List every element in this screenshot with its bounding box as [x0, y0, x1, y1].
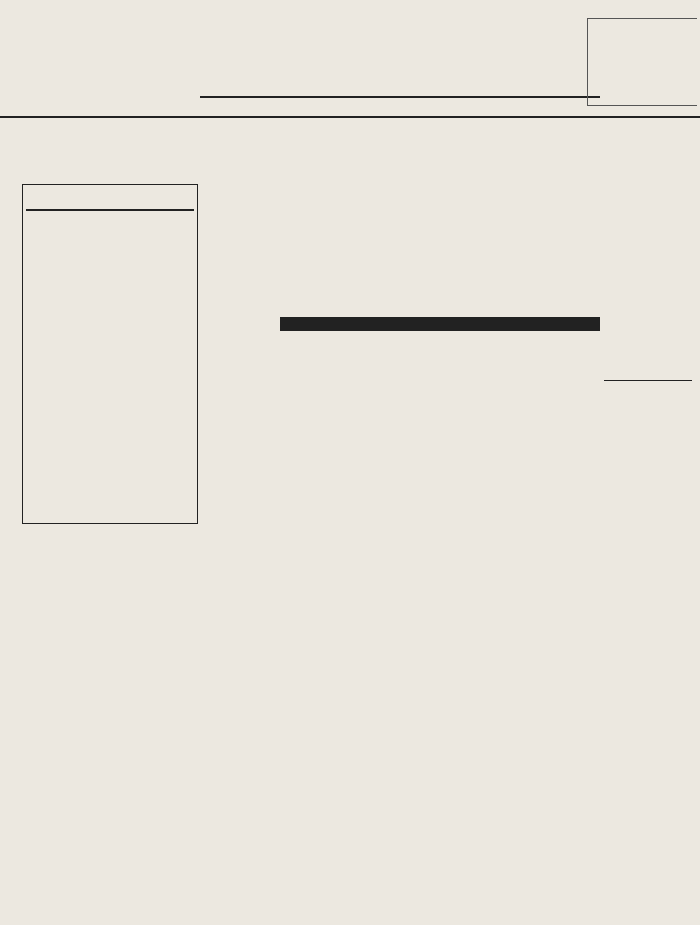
apopseis-header — [208, 466, 342, 512]
date-box — [587, 18, 697, 106]
col-g — [622, 253, 692, 313]
oct-col2 — [432, 388, 512, 538]
col-d — [415, 253, 479, 313]
antidimotikoi-text-2 — [27, 265, 193, 339]
masthead-wrap — [200, 20, 600, 100]
col-f — [553, 253, 617, 313]
quote-box — [22, 28, 192, 94]
antidimotikoi-text — [27, 213, 193, 263]
antidimotikoi-text-3 — [27, 341, 193, 415]
oct28-kicker — [280, 317, 600, 331]
antidimotikoi-text-4 — [27, 417, 193, 513]
right-col — [604, 318, 692, 378]
col-b — [277, 253, 341, 463]
col-a — [208, 253, 272, 463]
col-e — [484, 253, 548, 313]
antidimotikoi-box — [22, 184, 198, 524]
oct-col3 — [518, 388, 598, 538]
oct-col1 — [346, 388, 426, 538]
col-c — [346, 253, 410, 313]
